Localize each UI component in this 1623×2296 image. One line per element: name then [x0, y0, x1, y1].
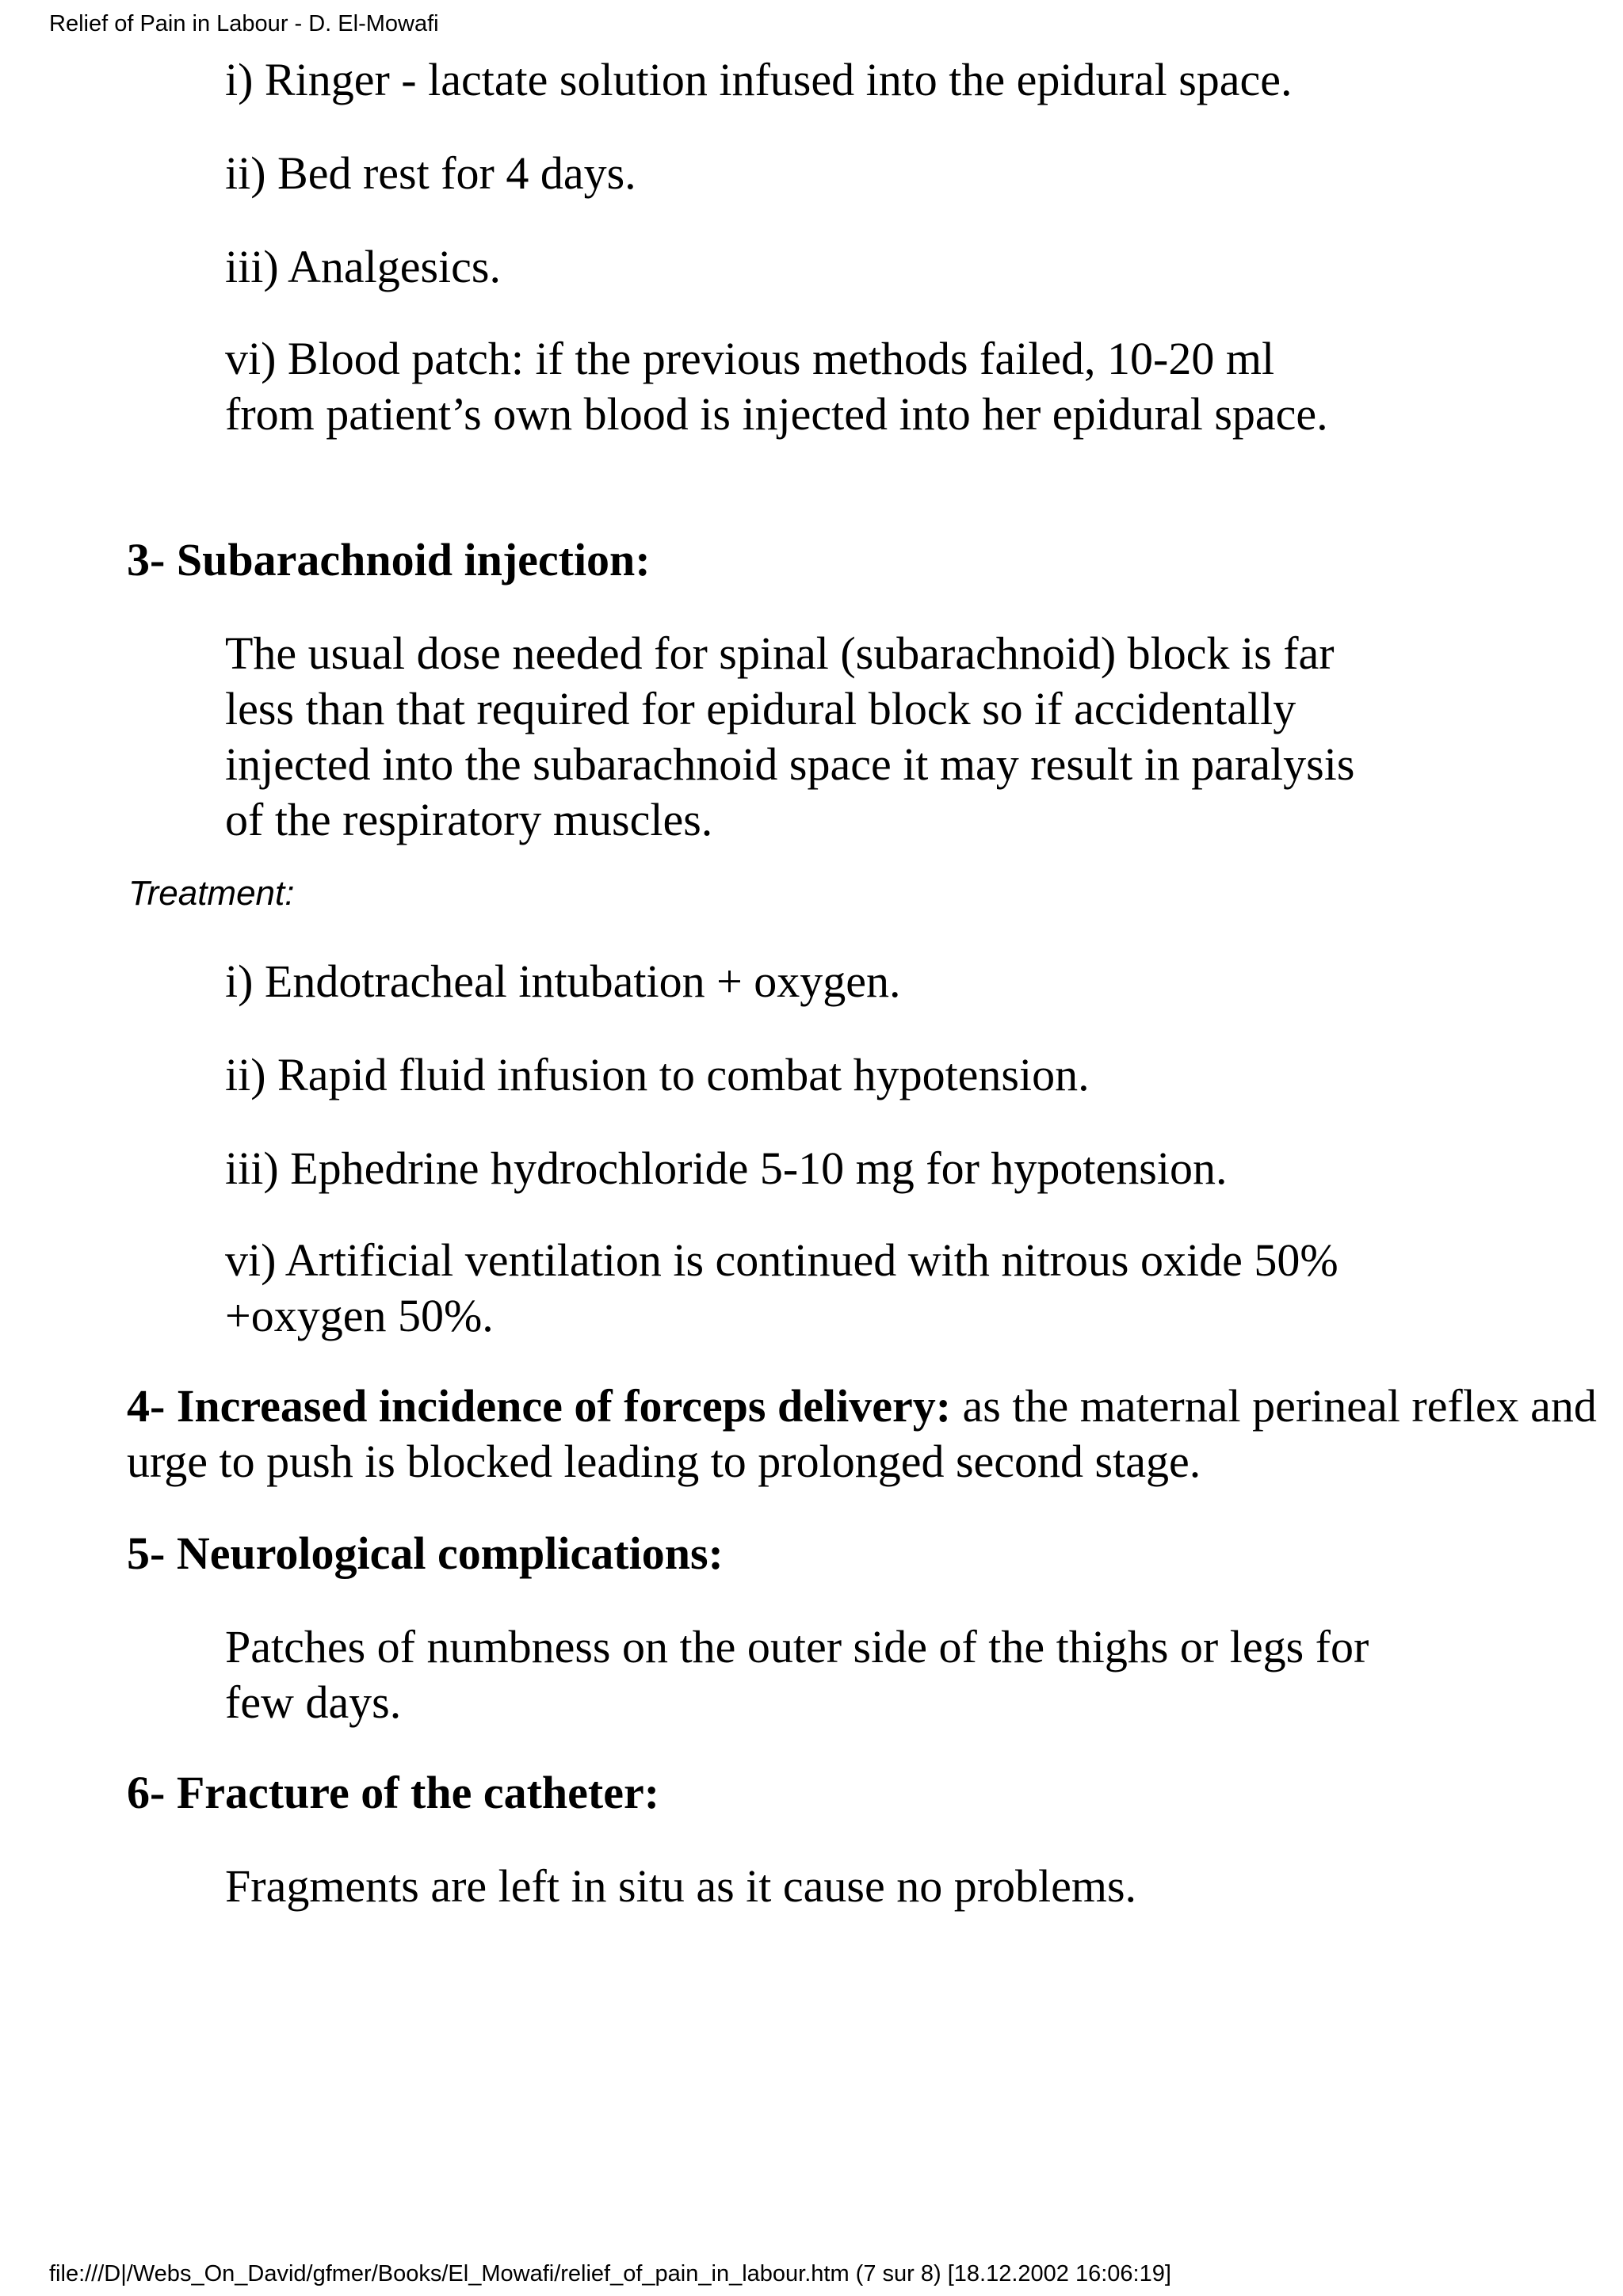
- treatment-label: Treatment:: [128, 874, 295, 913]
- section-paragraph-neurological: Patches of numbness on the outer side of the thighs or legs for few days.: [225, 1621, 1369, 1728]
- list1-item-4: vi) Blood patch: if the previous methods failed, 10-20 ml from patient’s own blood is injected into her epidural space.: [225, 333, 1328, 440]
- section-paragraph-catheter: Fragments are left in situ as it cause no problems.: [225, 1860, 1137, 1912]
- section-heading-subarachnoid: 3- Subarachnoid injection:: [127, 534, 651, 585]
- list2-item-3: iii) Ephedrine hydrochloride 5-10 mg for hypotension.: [225, 1142, 1228, 1194]
- section-paragraph-subarachnoid: The usual dose needed for spinal (subarachnoid) block is far less than that required for epidural block so if accidentally injected into the subarachnoid space it may result in paralysis of the respiratory muscles.: [225, 627, 1355, 845]
- section-heading-neurological: 5- Neurological complications:: [127, 1527, 724, 1579]
- list1-item-3: iii) Analgesics.: [225, 241, 501, 292]
- section-paragraph-forceps: [127, 1379, 1601, 1489]
- section-heading-forceps: 4- Increased incidence of forceps delivery:: [127, 1380, 952, 1432]
- list2-item-4: vi) Artificial ventilation is continued with nitrous oxide 50% +oxygen 50%.: [225, 1234, 1338, 1341]
- section-heading-catheter: 6- Fracture of the catheter:: [127, 1767, 660, 1818]
- page-header-title: Relief of Pain in Labour - D. El-Mowafi: [49, 11, 439, 36]
- list2-item-2: ii) Rapid fluid infusion to combat hypotension.: [225, 1049, 1090, 1100]
- list2-item-1: i) Endotracheal intubation + oxygen.: [225, 955, 901, 1007]
- list1-item-1: i) Ringer - lactate solution infused into the epidural space.: [225, 54, 1293, 105]
- section-text-forceps: as the maternal perineal reflex and urge to push is blocked leading to prolonged second stage.: [127, 1380, 1597, 1487]
- list1-item-2: ii) Bed rest for 4 days.: [225, 147, 636, 199]
- page-footer-path: file:///D|/Webs_On_David/gfmer/Books/El_Mowafi/relief_of_pain_in_labour.htm (7 sur 8) [18.12.2002 16:06:19]: [49, 2261, 1171, 2286]
